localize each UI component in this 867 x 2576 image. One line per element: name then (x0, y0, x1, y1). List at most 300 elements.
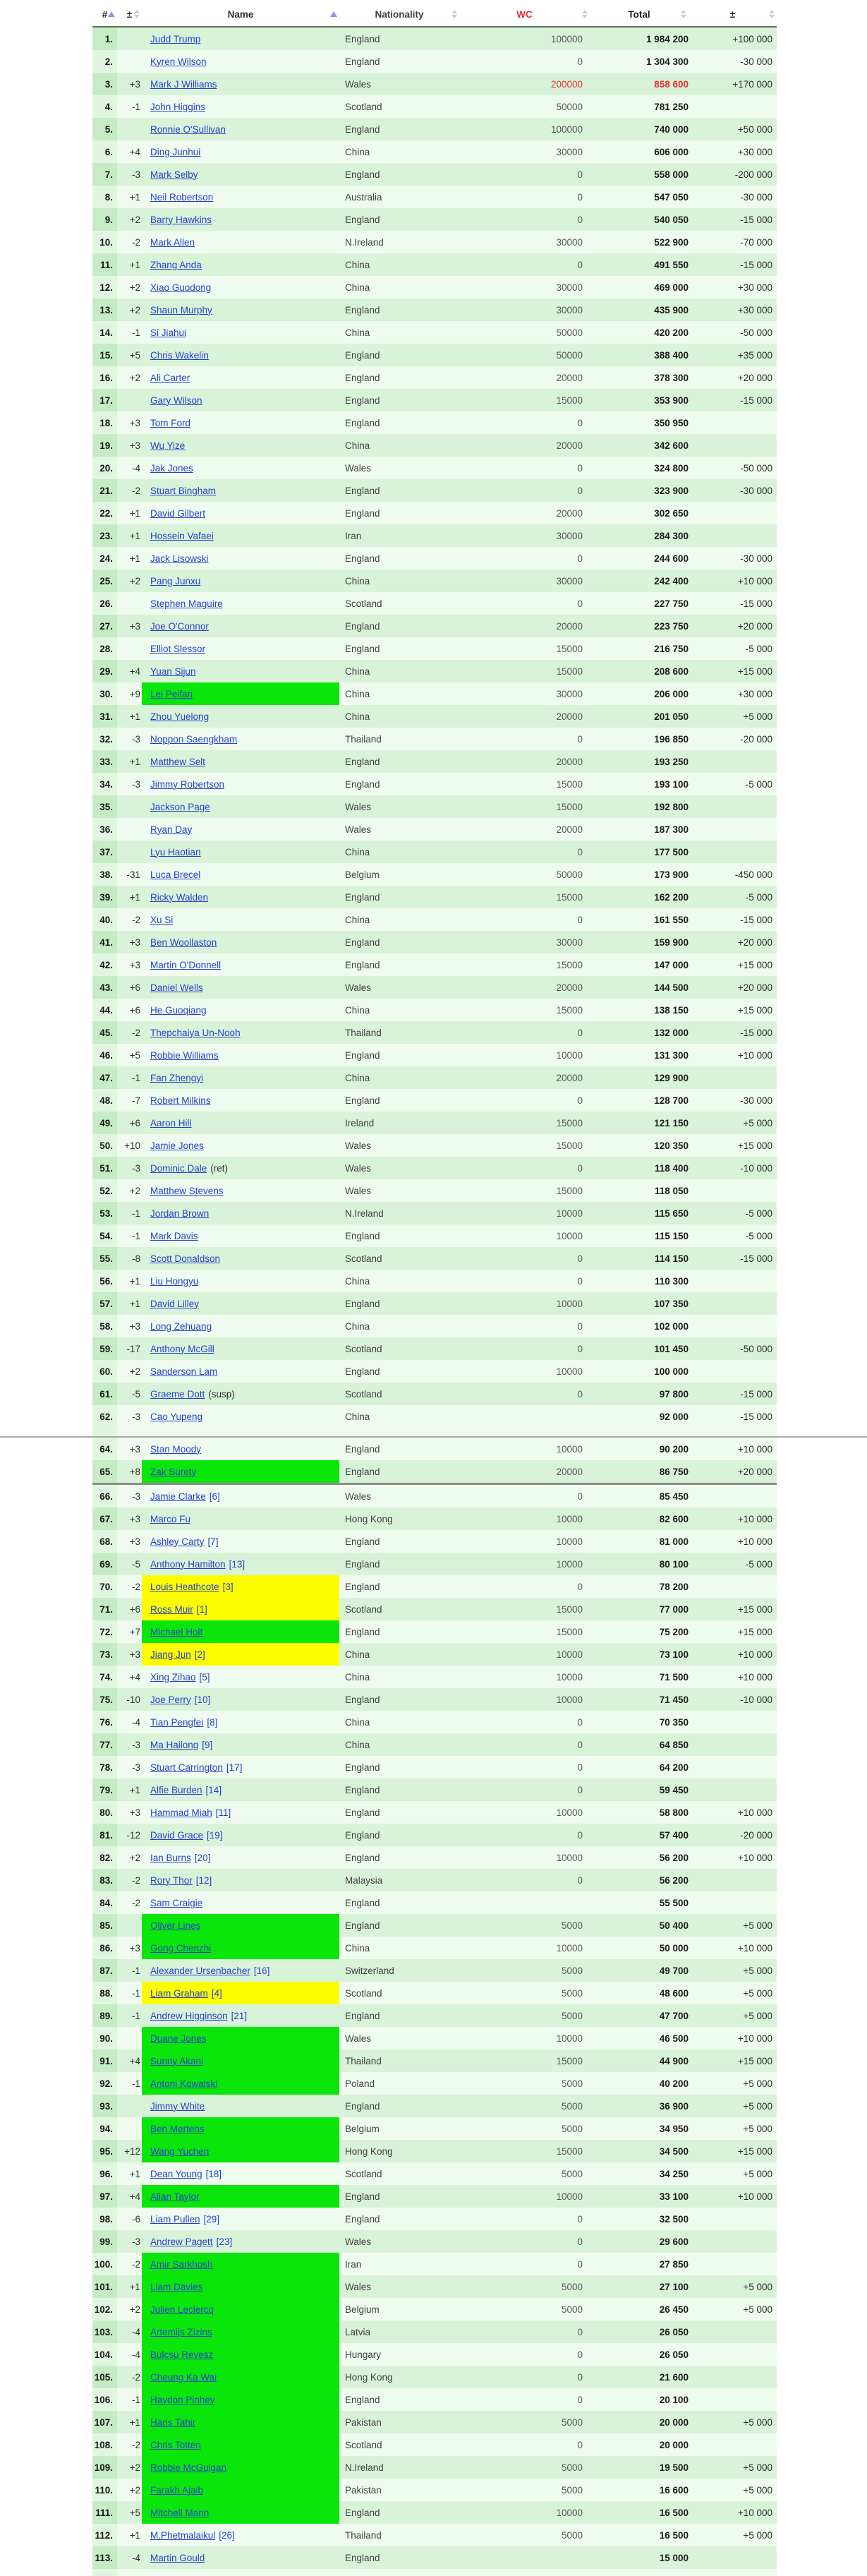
nationality-cell: N.Ireland (339, 1202, 459, 1224)
player-link[interactable]: Haydon Pinhey (150, 2394, 215, 2405)
player-link[interactable]: Ma Hailong (150, 1739, 199, 1750)
total-points-cell: 114 150 (590, 1247, 689, 1270)
player-link[interactable]: Robert Milkins (150, 1095, 211, 1106)
nationality-cell: China (339, 1270, 459, 1292)
money-change-cell: +5 000 (689, 2275, 777, 2298)
player-link[interactable]: Stuart Bingham (150, 485, 217, 496)
position-change-cell: +1 (117, 750, 142, 773)
name-highlight (142, 1914, 339, 1937)
money-change-cell: +15 000 (689, 1620, 777, 1643)
nationality-cell: China (339, 1937, 459, 1959)
player-name-cell (142, 1337, 339, 1360)
total-points-cell: 132 000 (590, 1021, 689, 1044)
money-change-cell: +10 000 (689, 2027, 777, 2050)
rank-cell: 68. (92, 1530, 117, 1553)
player-name-cell (142, 2027, 339, 2050)
money-change-cell: +10 000 (689, 1044, 777, 1066)
table-row (92, 660, 777, 682)
player-link[interactable]: Shaun Murphy (150, 304, 212, 315)
rank-cell: 97. (92, 2185, 117, 2208)
player-link[interactable]: Ashley Carty (150, 1536, 205, 1547)
total-points-cell: 34 950 (590, 2117, 689, 2140)
player-link[interactable]: Graeme Dott (150, 1388, 205, 1400)
player-link[interactable]: Alexander Ursenbacher (150, 1965, 250, 1976)
player-link[interactable]: Elliot Slessor (150, 643, 206, 654)
total-points-cell: 73 100 (590, 1643, 689, 1666)
player-link[interactable]: Wu Yize (150, 440, 186, 451)
position-change-cell: -31 (117, 863, 142, 886)
wc-points-cell: 5000 (459, 1914, 590, 1937)
column-header-wc[interactable]: WC (459, 2, 590, 26)
total-points-cell: 159 900 (590, 931, 689, 953)
player-link[interactable]: Matthew Stevens (150, 1185, 224, 1196)
player-name-cell (142, 1044, 339, 1066)
player-link[interactable]: Ben Mertens (150, 2123, 205, 2134)
money-change-cell: +10 000 (689, 1846, 777, 1869)
player-link[interactable]: Jamie Jones (150, 1140, 204, 1151)
player-link[interactable]: Ronnie O'Sullivan (150, 124, 226, 135)
rank-cell: 41. (92, 931, 117, 953)
total-points-cell: 350 950 (590, 411, 689, 434)
table-body (92, 28, 777, 2576)
seed-tag: [19] (207, 1829, 223, 1841)
player-link[interactable]: Stephen Maguire (150, 598, 223, 609)
total-points-cell: 242 400 (590, 570, 689, 592)
player-link[interactable]: Mark Davis (150, 1230, 198, 1241)
player-name-cell (142, 50, 339, 73)
player-link[interactable]: Aaron Hill (150, 1117, 192, 1128)
player-link[interactable]: Lyu Haotian (150, 846, 201, 857)
position-change-cell: +2 (117, 2479, 142, 2501)
nationality-cell: Thailand (339, 1021, 459, 1044)
position-change-cell: +1 (117, 547, 142, 570)
player-link[interactable]: Gary Wilson (150, 395, 202, 406)
money-change-cell (689, 2546, 777, 2569)
nationality-cell: England (339, 750, 459, 773)
player-link[interactable]: Pang Junxu (150, 575, 201, 586)
player-name-cell (142, 1891, 339, 1914)
table-row (92, 2253, 777, 2275)
player-link[interactable]: Robbie McGuigan (150, 2462, 227, 2473)
player-link[interactable]: Yuan Sijun (150, 666, 196, 677)
player-link[interactable]: Jak Jones (150, 462, 193, 474)
name-highlight (142, 2117, 339, 2140)
column-header-money-change[interactable]: ± (689, 2, 777, 26)
position-change-cell: -3 (117, 2230, 142, 2253)
table-row (92, 344, 777, 366)
money-change-cell (689, 411, 777, 434)
nationality-cell: England (339, 615, 459, 637)
player-link[interactable]: Michael Holt (150, 1626, 203, 1637)
wc-points-cell: 0 (459, 1485, 590, 1507)
player-link[interactable]: Andrew Higginson (150, 2010, 228, 2021)
player-link[interactable]: Lei Peifan (150, 688, 193, 699)
name-highlight (142, 2275, 339, 2298)
player-name-cell (142, 2140, 339, 2162)
player-link[interactable]: Liam Pullen (150, 2213, 200, 2225)
position-change-cell: +3 (117, 1507, 142, 1530)
position-change-cell: +2 (117, 1360, 142, 1383)
nationality-cell: England (339, 1460, 459, 1483)
nationality-cell: Malaysia (339, 1869, 459, 1891)
player-link[interactable]: Jordan Brown (150, 1208, 210, 1219)
player-link[interactable]: Barry Hawkins (150, 214, 212, 225)
wc-points-cell: 10000 (459, 1846, 590, 1869)
player-link[interactable]: Antoni Kowalski (150, 2078, 218, 2089)
position-change-cell: +6 (117, 1112, 142, 1134)
name-highlight (142, 592, 339, 615)
player-link[interactable]: Jack Lisowski (150, 553, 209, 564)
player-link[interactable]: Liam Davies (150, 2281, 203, 2292)
total-points-cell: 115 650 (590, 1202, 689, 1224)
money-change-cell: +15 000 (689, 1134, 777, 1157)
money-change-cell: -15 000 (689, 389, 777, 411)
player-link[interactable]: David Lilley (150, 1298, 200, 1309)
table-row (92, 389, 777, 411)
player-link[interactable]: Martin O'Donnell (150, 959, 222, 970)
player-link[interactable]: Mark J Williams (150, 78, 217, 90)
player-link[interactable]: John Higgins (150, 101, 206, 112)
player-link[interactable]: Oliver Lines (150, 1920, 201, 1931)
player-link[interactable]: Cheung Ka Wai (150, 2371, 217, 2383)
player-link[interactable]: Matthew Selt (150, 756, 206, 767)
wc-points-cell: 5000 (459, 2524, 590, 2546)
nationality-cell: England (339, 1553, 459, 1575)
rank-cell: 42. (92, 953, 117, 976)
money-change-cell: +15 000 (689, 2050, 777, 2072)
column-header-rank[interactable]: # (92, 2, 117, 26)
player-link[interactable]: Ricky Walden (150, 891, 209, 903)
table-row (92, 73, 777, 95)
rank-cell: 47. (92, 1066, 117, 1089)
nationality-cell: Iran (339, 2253, 459, 2275)
total-points-cell: 82 600 (590, 1507, 689, 1530)
nationality-cell: Wales (339, 976, 459, 999)
rank-cell: 22. (92, 502, 117, 524)
nationality-cell: Iran (339, 524, 459, 547)
player-link[interactable]: Sunny Akani (150, 2055, 204, 2066)
wc-points-cell: 5000 (459, 1982, 590, 2004)
player-link[interactable]: Chris Totten (150, 2439, 201, 2450)
nationality-cell: England (339, 1756, 459, 1778)
player-link[interactable]: Zak Surety (150, 1466, 197, 1477)
player-link[interactable]: Joe O'Connor (150, 620, 209, 632)
nationality-cell: Belgium (339, 2298, 459, 2321)
total-points-cell: 27 100 (590, 2275, 689, 2298)
player-name-cell (142, 908, 339, 931)
player-link[interactable]: Cao Yupeng (150, 1411, 203, 1422)
rank-cell: 25. (92, 570, 117, 592)
total-points-cell: 15 000 (590, 2546, 689, 2569)
position-change-cell: -3 (117, 1157, 142, 1179)
player-link[interactable]: Amir Sarkhosh (150, 2258, 213, 2270)
position-change-cell (117, 592, 142, 615)
money-change-cell (689, 1711, 777, 1733)
player-link[interactable]: Dean Young (150, 2168, 202, 2179)
player-link[interactable]: David Gilbert (150, 507, 206, 519)
name-highlight (142, 953, 339, 976)
column-header-total[interactable]: Total (590, 2, 689, 26)
player-name-cell (142, 886, 339, 908)
player-name-cell (142, 2479, 339, 2501)
money-change-cell: +5 000 (689, 2411, 777, 2433)
money-change-cell: -50 000 (689, 321, 777, 344)
name-highlight (142, 524, 339, 547)
total-points-cell: 522 900 (590, 231, 689, 253)
rank-cell: 50. (92, 1134, 117, 1157)
money-change-cell (689, 1575, 777, 1598)
wc-points-cell: 0 (459, 186, 590, 208)
player-link[interactable]: Allan Taylor (150, 2191, 200, 2202)
position-change-cell: -1 (117, 2072, 142, 2095)
table-row (92, 1383, 777, 1405)
player-name-cell (142, 1575, 339, 1598)
total-points-cell: 19 500 (590, 2456, 689, 2479)
player-link[interactable]: Zhou Yuelong (150, 711, 210, 722)
nationality-cell: China (339, 1643, 459, 1666)
rank-cell: 20. (92, 457, 117, 479)
name-highlight (142, 818, 339, 841)
sort-ascending-icon (108, 11, 115, 17)
nationality-cell: Wales (339, 2027, 459, 2050)
player-link[interactable]: Jimmy Robertson (150, 778, 225, 790)
wc-points-cell: 15000 (459, 886, 590, 908)
player-link[interactable]: Ben Woollaston (150, 937, 217, 948)
player-link[interactable]: Dominic Dale (150, 1162, 207, 1174)
player-link[interactable]: Jimmy White (150, 2100, 205, 2112)
wc-points-cell: 5000 (459, 2411, 590, 2433)
rank-cell: 100. (92, 2253, 117, 2275)
player-link[interactable]: Farakh Ajaib (150, 2484, 204, 2496)
player-link[interactable]: Stuart Carrington (150, 1762, 223, 1773)
table-row (92, 1666, 777, 1688)
total-points-cell: 86 750 (590, 1460, 689, 1483)
money-change-cell (689, 2343, 777, 2366)
seed-tag: [11] (215, 1807, 231, 1818)
player-link[interactable]: Martin Gould (150, 2552, 205, 2563)
player-link[interactable]: Mark Selby (150, 169, 198, 180)
player-name-cell (142, 2388, 339, 2411)
player-link[interactable]: Anthony McGill (150, 1343, 214, 1354)
player-link[interactable]: Liu Hongyu (150, 1275, 199, 1287)
money-change-cell (689, 1066, 777, 1089)
player-link[interactable]: Jamie Clarke (150, 1491, 206, 1502)
position-change-cell: -2 (117, 908, 142, 931)
nationality-cell: Wales (339, 73, 459, 95)
player-link[interactable]: Bulcsu Revesz (150, 2349, 214, 2360)
money-change-cell (689, 502, 777, 524)
player-name-cell (142, 547, 339, 570)
player-link[interactable]: Duane Jones (150, 2033, 207, 2044)
total-points-cell: 26 050 (590, 2321, 689, 2343)
player-link[interactable]: Xiao Guodong (150, 282, 212, 293)
nationality-cell: England (339, 1224, 459, 1247)
nationality-cell: England (339, 208, 459, 231)
player-link[interactable]: Tian Pengfei (150, 1716, 204, 1728)
nationality-cell: China (339, 570, 459, 592)
player-link[interactable]: Andrew Pagett (150, 2236, 213, 2247)
nationality-cell: China (339, 1733, 459, 1756)
money-change-cell: -15 000 (689, 1021, 777, 1044)
player-link[interactable]: Stan Moody (150, 1443, 202, 1455)
money-change-cell: +5 000 (689, 2117, 777, 2140)
player-link[interactable]: Tom Ford (150, 417, 191, 428)
player-link[interactable]: Daniel Wells (150, 982, 203, 993)
player-name-cell (142, 457, 339, 479)
player-link[interactable]: He Guoqiang (150, 1004, 207, 1016)
player-name-cell (142, 2050, 339, 2072)
rank-cell: 12. (92, 276, 117, 299)
name-highlight (142, 186, 339, 208)
wc-points-cell: 0 (459, 1337, 590, 1360)
player-link[interactable]: Haris Tahir (150, 2416, 196, 2428)
player-link[interactable]: Chris Wakelin (150, 349, 209, 361)
rank-cell: 57. (92, 1292, 117, 1315)
table-row (92, 524, 777, 547)
player-link[interactable]: Sanderson Lam (150, 1366, 218, 1377)
column-header-name[interactable]: Name (142, 2, 339, 26)
position-change-cell: +3 (117, 1530, 142, 1553)
wc-points-cell: 0 (459, 2253, 590, 2275)
wc-points-cell: 30000 (459, 524, 590, 547)
money-change-cell: +10 000 (689, 1507, 777, 1530)
nationality-cell: England (339, 163, 459, 186)
player-link[interactable]: Long Zehuang (150, 1320, 212, 1332)
nationality-cell: Switzerland (339, 1959, 459, 1982)
wc-points-cell: 20000 (459, 1460, 590, 1483)
player-name-cell (142, 163, 339, 186)
nationality-cell: Wales (339, 818, 459, 841)
player-link[interactable]: Thepchaiya Un-Nooh (150, 1027, 241, 1038)
player-link[interactable]: Ian Burns (150, 1852, 191, 1863)
player-link[interactable]: Ross Muir (150, 1603, 193, 1615)
player-link[interactable]: Julien Leclercq (150, 2304, 214, 2315)
player-link[interactable]: Sam Craigie (150, 1897, 203, 1908)
nationality-cell: England (339, 773, 459, 795)
position-change-cell: -1 (117, 1066, 142, 1089)
column-header-nationality[interactable]: Nationality (339, 2, 459, 26)
player-link[interactable]: David Grace (150, 1829, 204, 1841)
player-link[interactable]: Kyren Wilson (150, 56, 207, 67)
wc-points-cell: 30000 (459, 276, 590, 299)
player-link[interactable]: M.Phetmalaikul (150, 2529, 216, 2541)
total-points-cell: 71 500 (590, 1666, 689, 1688)
player-link[interactable]: Louis Heathcote (150, 1581, 219, 1592)
name-highlight (142, 1824, 339, 1846)
money-change-cell: +5 000 (689, 1982, 777, 2004)
wc-points-cell: 0 (459, 592, 590, 615)
column-header-position-change[interactable]: ± (117, 2, 142, 26)
player-link[interactable]: Neil Robertson (150, 191, 214, 203)
total-points-cell: 144 500 (590, 976, 689, 999)
player-link[interactable]: Gong Chenzhi (150, 1942, 212, 1954)
player-name-cell (142, 773, 339, 795)
position-change-cell: -4 (117, 457, 142, 479)
seed-tag: [3] (222, 1581, 234, 1592)
player-link[interactable]: Rory Thor (150, 1874, 193, 1886)
name-highlight (142, 28, 339, 50)
player-link[interactable]: Scott Donaldson (150, 1253, 221, 1264)
player-link[interactable]: Xu Si (150, 914, 174, 925)
player-link[interactable]: Hossein Vafaei (150, 530, 214, 541)
player-name-cell (142, 953, 339, 976)
player-link[interactable]: Jackson Page (150, 801, 210, 812)
name-highlight (142, 1846, 339, 1869)
table-row (92, 1824, 777, 1846)
position-change-cell: +1 (117, 2275, 142, 2298)
name-highlight (142, 1438, 339, 1460)
total-points-cell: 284 300 (590, 524, 689, 547)
player-link[interactable]: Alfie Burden (150, 1784, 202, 1795)
total-points-cell: 118 050 (590, 1179, 689, 1202)
wc-points-cell: 5000 (459, 2275, 590, 2298)
player-link[interactable]: Robbie Williams (150, 1049, 219, 1061)
seed-tag: [1] (196, 1603, 207, 1615)
player-link[interactable]: Mitchell Mann (150, 2507, 210, 2518)
player-link[interactable]: Xing Zihao (150, 1671, 196, 1683)
player-link[interactable]: Noppon Saengkham (150, 733, 238, 745)
table-row (92, 1507, 777, 1530)
total-points-cell: 420 200 (590, 321, 689, 344)
player-link[interactable]: Jiang Jun (150, 1649, 191, 1660)
position-change-cell: -3 (117, 1756, 142, 1778)
nationality-cell: England (339, 411, 459, 434)
player-link[interactable]: Luca Brecel (150, 869, 201, 880)
player-name-cell (142, 1778, 339, 1801)
player-name-cell (142, 637, 339, 660)
player-link[interactable]: Marco Fu (150, 1513, 191, 1524)
table-row (92, 1337, 777, 1360)
position-change-cell: +2 (117, 366, 142, 389)
player-link[interactable]: Ding Junhui (150, 146, 201, 157)
total-points-cell: 34 250 (590, 2162, 689, 2185)
rank-cell: 6. (92, 140, 117, 163)
name-highlight (142, 1089, 339, 1112)
position-change-cell: -6 (117, 2208, 142, 2230)
nationality-cell: England (339, 479, 459, 502)
table-row (92, 2050, 777, 2072)
player-link[interactable]: Hammad Miah (150, 1807, 212, 1818)
table-row (92, 615, 777, 637)
rank-cell: 35. (92, 795, 117, 818)
player-name-cell (142, 140, 339, 163)
name-highlight (142, 660, 339, 682)
player-link[interactable]: Joe Perry (150, 1694, 191, 1705)
player-name-cell (142, 95, 339, 118)
player-link[interactable]: Liam Graham (150, 1987, 208, 1999)
player-link[interactable]: Fan Zhengyi (150, 1072, 204, 1083)
player-link[interactable]: Artemijs Zizins (150, 2326, 212, 2337)
player-link[interactable]: Anthony Hamilton (150, 1558, 226, 1570)
position-change-cell (117, 818, 142, 841)
player-name-cell (142, 2524, 339, 2546)
player-link[interactable]: Ali Carter (150, 372, 190, 383)
player-link[interactable]: Judd Trump (150, 33, 201, 44)
player-link[interactable]: Mark Allen (150, 236, 195, 248)
position-change-cell: -1 (117, 1224, 142, 1247)
player-link[interactable]: Zhang Anda (150, 259, 202, 270)
rank-cell: 80. (92, 1801, 117, 1824)
wc-points-cell: 30000 (459, 682, 590, 705)
player-link[interactable]: Si Jiahui (150, 327, 187, 338)
nationality-cell: Ireland (339, 1112, 459, 1134)
player-link[interactable]: Ryan Day (150, 824, 193, 835)
player-link[interactable]: Wang Yuchen (150, 2145, 210, 2157)
clipped-row-63 (92, 1428, 777, 1436)
nationality-cell: England (339, 1575, 459, 1598)
position-change-cell: +1 (117, 2162, 142, 2185)
name-highlight (142, 1801, 339, 1824)
